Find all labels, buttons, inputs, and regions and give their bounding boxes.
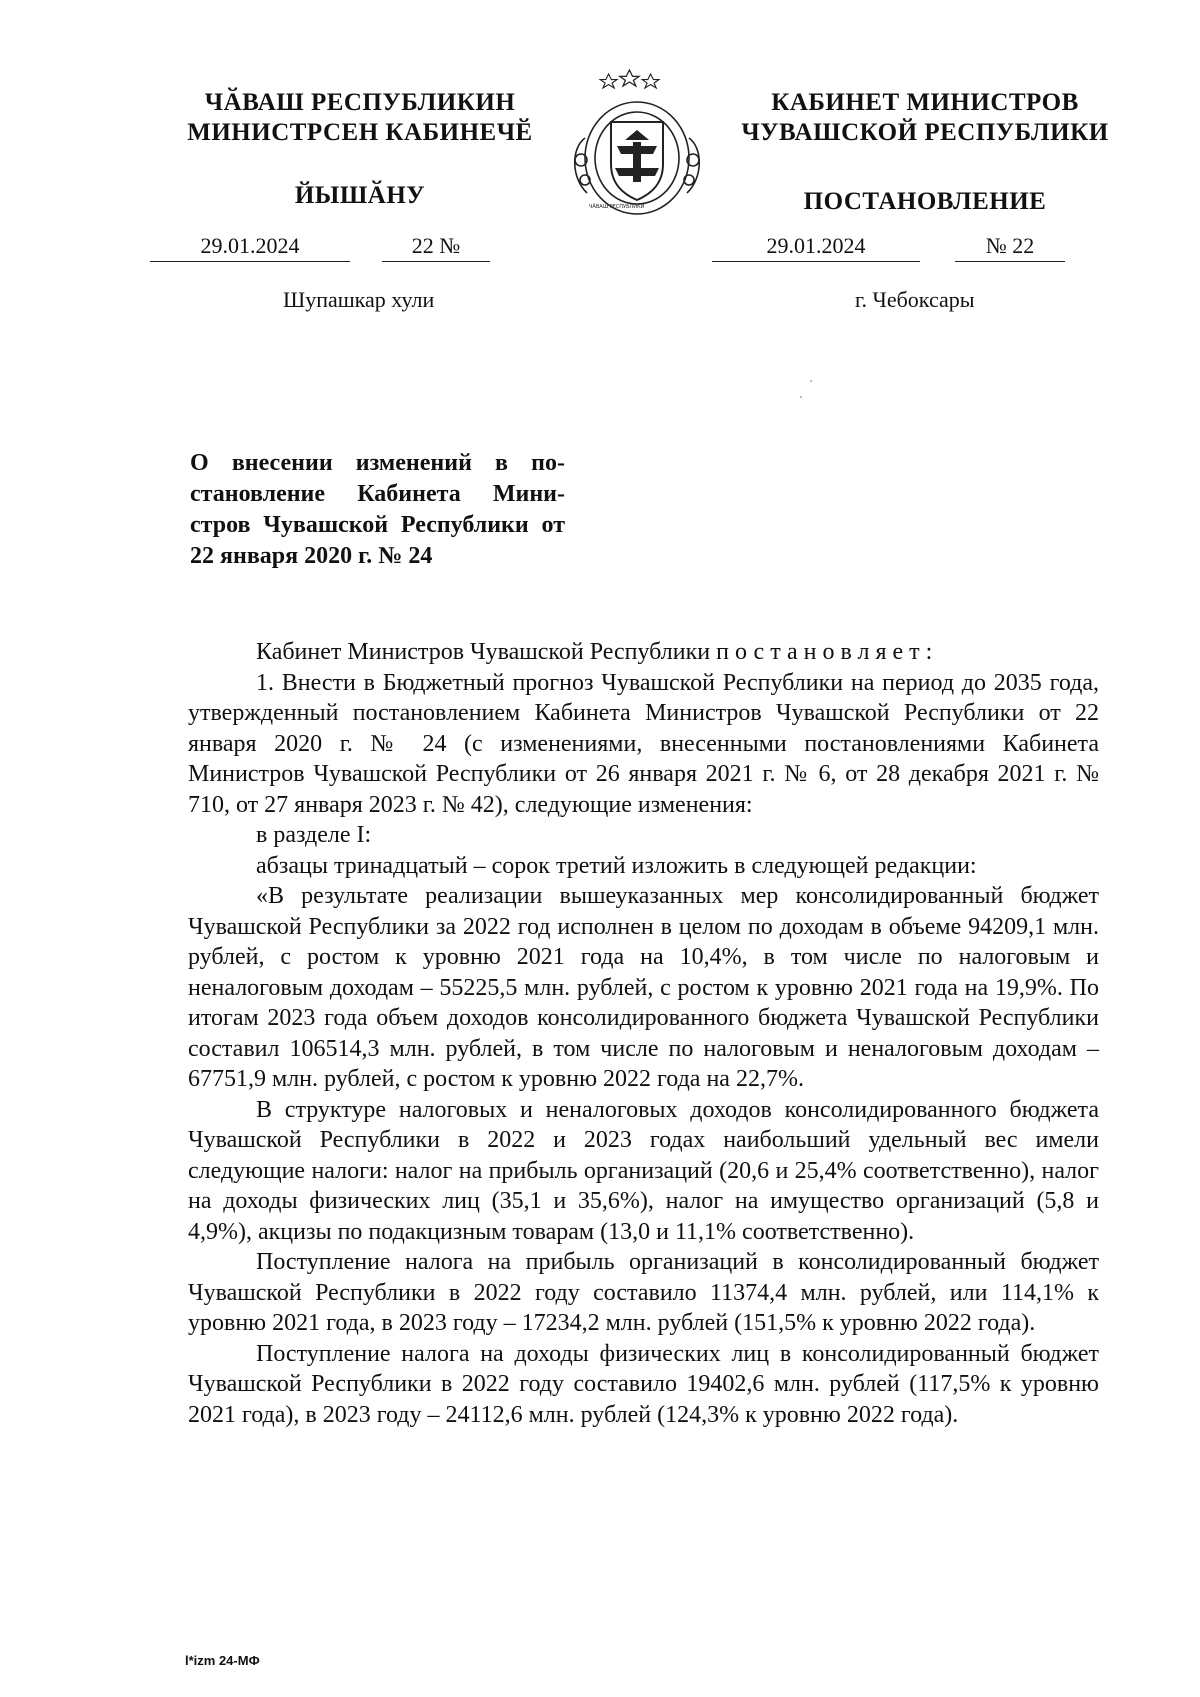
intro-paragraph bbox=[188, 637, 1099, 668]
scan-speck bbox=[800, 396, 802, 398]
body-paragraph: «В результате реализации вышеуказанных мер консолидированный бюджет Чувашской Республики за 2022 год исполнен в целом по доходам в объеме 94209,1 млн. рублей, с ростом к уровню 2021 года на 10,4%, в том числе по налоговым и неналоговым доходам – 55225,5 млн. рублей, с ростом к уровню 2021 года на 19,9%. По итогам 2023 года объем доходов консолидированного бюджета Чувашской Республики составил 106514,3 млн. рублей, в том числе по налоговым и неналоговым доходам – 67751,9 млн. рублей, с ростом к уровню 2022 года на 22,7%. bbox=[188, 883, 1099, 1092]
doc-type-russian: ПОСТАНОВЛЕНИЕ bbox=[803, 188, 1047, 215]
body-paragraph: абзацы тринадцатый – сорок третий изложить в следующей редакции: bbox=[256, 852, 977, 879]
header-right bbox=[720, 88, 1130, 216]
body-paragraph: Поступление налога на прибыль организаций в консолидированный бюджет Чувашской Республики в 2022 году составило 11374,4 млн. рублей, или 114,1% к уровню 2021 года, в 2023 году – 17234,2 млн. рублей (151,5% к уровню 2022 года). bbox=[188, 1249, 1099, 1336]
chuvash-coat-of-arms-icon bbox=[567, 68, 707, 218]
number-right: № 22 bbox=[955, 233, 1065, 262]
place-russian: г. Чебоксары bbox=[855, 287, 975, 312]
org-name-chuvash-line2: МИНИСТРСЕН КАБИНЕЧӖ bbox=[187, 119, 533, 146]
org-name-russian-line2: ЧУВАШСКОЙ РЕСПУБЛИКИ bbox=[741, 119, 1109, 146]
intro-spaced: постановляет: bbox=[716, 639, 939, 665]
body-paragraph: в разделе I: bbox=[256, 822, 372, 848]
date-row-right bbox=[0, 233, 1200, 263]
date-left: 29.01.2024 bbox=[150, 233, 350, 262]
intro-prefix: Кабинет Министров Чувашской Республики bbox=[256, 639, 711, 665]
body-paragraph: В структуре налоговых и неналоговых доходов консолидированного бюджета Чувашской Республики в 2022 и 2023 годах наибольший удельный вес имели следующие налоги: налог на прибыль организаций (20,6 и 25,4% соответственно), налог на доходы физических лиц (35,1 и 35,6%), налог на имущество организаций (5,8 и 4,9%), акцизы по подакцизным товарам (13,0 и 11,1% соответственно). bbox=[188, 1096, 1099, 1245]
org-name-russian-line1: КАБИНЕТ МИНИСТРОВ bbox=[771, 89, 1079, 116]
doc-type-chuvash: ЙЫШӐНУ bbox=[294, 182, 426, 209]
org-name-chuvash-line1: ЧӐВАШ РЕСПУБЛИКИН bbox=[204, 89, 516, 116]
scan-speck bbox=[810, 380, 812, 382]
footer-code: l*izm 24-МФ bbox=[185, 1653, 260, 1668]
document-subject: О внесении изменений в по-становление Кабинета Мини-стров Чувашской Республики от 22 января 2020 г. № 24 bbox=[190, 450, 565, 569]
number-left: 22 № bbox=[382, 233, 490, 262]
date-right: 29.01.2024 bbox=[712, 233, 920, 262]
header-left bbox=[150, 88, 570, 210]
body-paragraph: Поступление налога на доходы физических лиц в консолидированный бюджет Чувашской Республики в 2022 году составило 19402,6 млн. рублей (117,5% к уровню 2021 года), в 2023 году – 24112,6 млн. рублей (124,3% к уровню 2022 года). bbox=[188, 1340, 1099, 1428]
document-body bbox=[188, 637, 1099, 1430]
svg-text:ЧӐВАШ РЕСПУБЛИКИ: ЧӐВАШ РЕСПУБЛИКИ bbox=[589, 204, 645, 210]
body-paragraph: 1. Внести в Бюджетный прогноз Чувашской Республики на период до 2035 года, утвержденный постановлением Кабинета Министров Чувашской Республики от 22 января 2020 г. № 24 (с изменениями, внесенными постановлениями Кабинета Министров Чувашской Республики от 26 января 2021 г. № 6, от 28 декабря 2021 г. № 710, от 27 января 2023 г. № 42), следующие изменения: bbox=[188, 669, 1099, 818]
place-chuvash: Шупашкар хули bbox=[283, 287, 435, 312]
